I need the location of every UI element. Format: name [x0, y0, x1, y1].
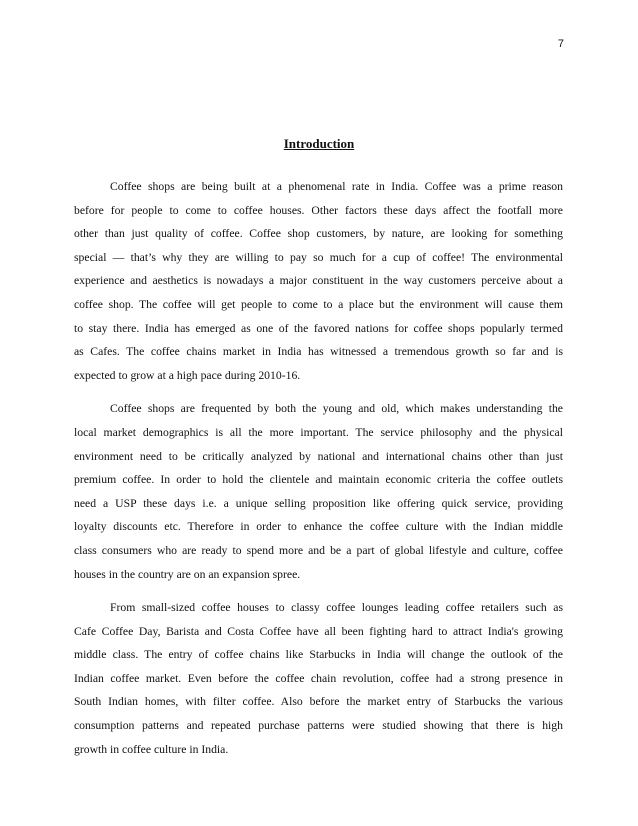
paragraph-line: other than just quality of coffee. Coffee shop customers, by nature, are looking for something — [74, 227, 563, 241]
paragraph-line: South Indian homes, with filter coffee. Also before the market entry of Starbucks the various — [74, 695, 563, 709]
paragraph-line: environment need to be critically analyzed by national and international chains other than just — [74, 449, 563, 463]
paragraph-line: special — that’s why they are willing to pay so much for a cup of coffee! The environmental — [74, 250, 563, 264]
paragraph-line: Indian coffee market. Even before the coffee chain revolution, coffee had a strong presence in — [74, 671, 563, 685]
paragraph-line: class consumers who are ready to spend more and be a part of global lifestyle and culture, coffee — [74, 543, 563, 557]
paragraph-line: middle class. The entry of coffee chains like Starbucks in India will change the outlook of the — [74, 648, 563, 662]
paragraph-2 — [74, 397, 563, 586]
paragraph-line: to stay there. India has emerged as one of the favored nations for coffee shops popularly termed — [74, 321, 563, 335]
paragraph-line: Cafe Coffee Day, Barista and Costa Coffee have all been fighting hard to attract India's growing — [74, 624, 563, 638]
paragraph-3 — [74, 596, 563, 761]
paragraph-line: From small-sized coffee houses to classy coffee lounges leading coffee retailers such as — [110, 601, 563, 615]
section-title: Introduction — [283, 136, 355, 151]
paragraph-line: houses in the country are on an expansion spree. — [74, 567, 301, 581]
paragraph-line: as Cafes. The coffee chains market in India has witnessed a tremendous growth so far and is — [74, 345, 563, 359]
paragraph-line: experience and aesthetics is nowadays a major constituent in the way customers perceive about a — [74, 274, 563, 288]
document-body — [74, 175, 563, 771]
page-number: 7 — [557, 38, 564, 50]
paragraph-line: need a USP these days i.e. a unique selling proposition like offering quick service, providing — [74, 496, 563, 510]
paragraph-line: consumption patterns and repeated purchase patterns were studied showing that there is high — [74, 719, 563, 733]
paragraph-line: premium coffee. In order to hold the clientele and maintain economic criteria the coffee outlets — [74, 473, 563, 487]
paragraph-line: loyalty discounts etc. Therefore in order to enhance the coffee culture with the Indian middle — [74, 520, 563, 534]
paragraph-line: growth in coffee culture in India. — [74, 742, 229, 756]
paragraph-line: before for people to come to coffee houses. Other factors these days affect the footfall more — [74, 203, 563, 217]
paragraph-1 — [74, 175, 563, 387]
paragraph-line: Coffee shops are being built at a phenomenal rate in India. Coffee was a prime reason — [110, 180, 563, 193]
paragraph-line: local market demographics is all the more important. The service philosophy and the physical — [74, 425, 563, 439]
paragraph-line: Coffee shops are frequented by both the young and old, which makes understanding the — [110, 402, 563, 416]
paragraph-line: coffee shop. The coffee will get people to come to a place but the environment will cause them — [74, 297, 563, 311]
paragraph-line: expected to grow at a high pace during 2010-16. — [74, 368, 301, 382]
